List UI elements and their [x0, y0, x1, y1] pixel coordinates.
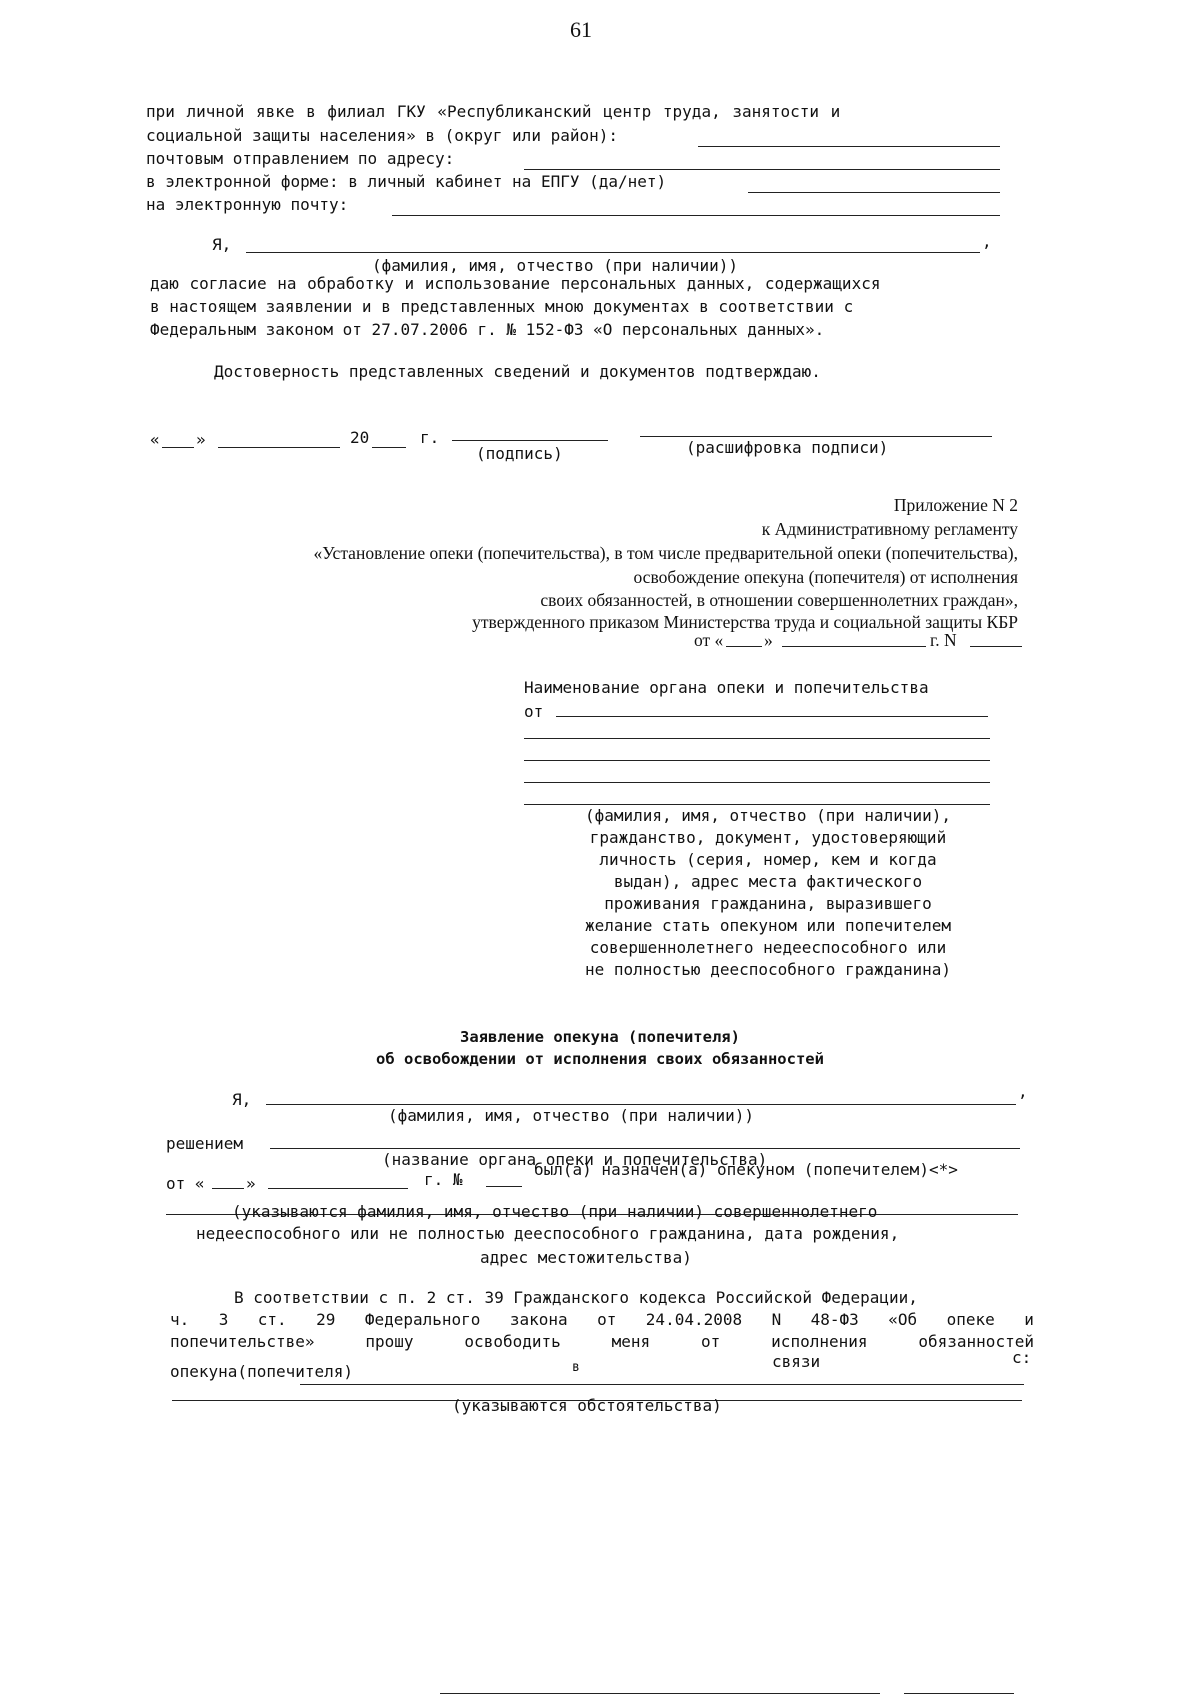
- decision-body-caption: (название органа опеки и попечительства): [382, 1150, 768, 1169]
- bottom-line-right: [904, 1693, 1014, 1694]
- recipient-caption-5: проживания гражданина, выразившего: [604, 894, 932, 913]
- ward-caption-2: недееспособного или не полностью дееспособного гражданина, дата рождения,: [196, 1224, 900, 1243]
- word: освободить: [464, 1332, 561, 1351]
- word: «Об: [888, 1310, 918, 1329]
- consent-fio-field[interactable]: [246, 252, 980, 253]
- circumstances-caption: (указываются обстоятельства): [452, 1396, 722, 1415]
- recipient-caption-2: гражданство, документ, удостоверяющий: [589, 828, 947, 847]
- circumstances-line-1[interactable]: [300, 1384, 1024, 1385]
- signature-year-prefix: 20: [350, 428, 370, 447]
- appendix-line-5: своих обязанностей, в отношении совершеннолетних граждан»,: [540, 590, 1018, 610]
- decision-label: решением: [166, 1134, 244, 1153]
- word: попечительстве»: [170, 1332, 315, 1351]
- recipient-line-2[interactable]: [524, 738, 990, 739]
- word: 3: [218, 1310, 229, 1329]
- appendix-line-2: к Административному регламенту: [761, 519, 1018, 539]
- signature-month-field[interactable]: [218, 447, 340, 448]
- recipient-caption-4: выдан), адрес места фактического: [613, 872, 923, 891]
- signature-day-field[interactable]: [162, 447, 194, 448]
- application-fio-caption: (фамилия, имя, отчество (при наличии)): [388, 1106, 755, 1125]
- ward-caption-3: адрес местожительства): [480, 1248, 692, 1267]
- word: 24.04.2008: [645, 1310, 743, 1329]
- decoding-caption: (расшифровка подписи): [686, 438, 889, 457]
- word: обязанностей: [918, 1332, 1034, 1351]
- delivery-line-4: на электронную почту:: [146, 195, 349, 214]
- decision-close: »: [246, 1174, 256, 1193]
- recipient-caption-8: не полностью дееспособного гражданина): [584, 960, 952, 979]
- word: от: [701, 1332, 721, 1351]
- recipient-title: Наименование органа опеки и попечительства: [524, 678, 929, 697]
- recipient-line-3[interactable]: [524, 760, 990, 761]
- epgu-field[interactable]: [748, 192, 1000, 193]
- recipient-line-4[interactable]: [524, 782, 990, 783]
- appendix-line-1: Приложение N 2: [893, 495, 1018, 515]
- signature-year-field[interactable]: [372, 447, 406, 448]
- appointed-text: был(а) назначен(а) опекуном (попечителем)<*>: [534, 1160, 958, 1179]
- appendix-number-field[interactable]: [970, 646, 1022, 647]
- signature-field[interactable]: [452, 440, 608, 441]
- recipient-caption-1: (фамилия, имя, отчество (при наличии),: [584, 806, 952, 825]
- recipient-ot: от: [524, 702, 544, 721]
- consent-comma: ,: [982, 232, 992, 251]
- page-number: 61: [570, 17, 592, 42]
- application-title-2: об освобождении от исполнения своих обязанностей: [376, 1050, 824, 1068]
- signature-g: г.: [420, 428, 440, 447]
- ward-caption-1: (указываются фамилия, имя, отчество (при наличии) совершеннолетнего: [232, 1202, 878, 1221]
- appendix-line-6: утвержденного приказом Министерства труда и социальной защиты КБР: [472, 612, 1018, 632]
- consent-text-2: в настоящем заявлении и в представленных мною документах в соответствии с: [150, 297, 854, 316]
- application-title-1: Заявление опекуна (попечителя): [460, 1028, 740, 1046]
- word: меня: [611, 1332, 651, 1351]
- delivery-line-3: в электронной форме: в личный кабинет на ЕПГУ (да/нет): [146, 172, 667, 191]
- appendix-gn: г. N: [930, 630, 957, 650]
- recipient-caption-6: желание стать опекуном или попечителем: [584, 916, 952, 935]
- email-field[interactable]: [392, 215, 1000, 216]
- recipient-caption-3: личность (серия, номер, кем и когда: [599, 850, 937, 869]
- decision-g-no: г. №: [424, 1170, 463, 1189]
- consent-ya: Я,: [212, 235, 232, 254]
- request-para-4-svyazi: связи: [772, 1352, 821, 1371]
- reliability-statement: Достоверность представленных сведений и документов подтверждаю.: [214, 362, 821, 381]
- delivery-line-1b: социальной защиты населения» в (округ или район):: [146, 126, 619, 145]
- appendix-line-3: «Установление опеки (попечительства), в том числе предварительной опеки (попечительства),: [313, 543, 1018, 563]
- district-field[interactable]: [698, 146, 1000, 147]
- bottom-line-left: [440, 1693, 880, 1694]
- application-ya: Я,: [232, 1090, 252, 1109]
- word: опеке: [946, 1310, 995, 1329]
- consent-fio-caption: (фамилия, имя, отчество (при наличии)): [372, 256, 739, 275]
- delivery-line-1a: при личной явке в филиал ГКУ «Республиканский центр труда, занятости и: [146, 102, 841, 121]
- decision-month-field[interactable]: [268, 1188, 408, 1189]
- word: от: [597, 1310, 617, 1329]
- word: Федерального: [364, 1310, 481, 1329]
- request-para-3: [170, 1330, 1034, 1353]
- word: 29: [316, 1310, 336, 1329]
- word: исполнения: [771, 1332, 868, 1351]
- word: N: [771, 1310, 782, 1329]
- word: прошу: [365, 1332, 414, 1351]
- request-para-2: [170, 1308, 1034, 1331]
- recipient-line-1[interactable]: [556, 716, 988, 717]
- appendix-ot: от «: [694, 630, 724, 650]
- appendix-close: »: [764, 630, 773, 650]
- appendix-day-field[interactable]: [726, 646, 762, 647]
- signature-caption: (подпись): [476, 444, 563, 463]
- date-quote-close: »: [196, 430, 206, 449]
- application-comma: ,: [1018, 1082, 1028, 1101]
- consent-text-1: даю согласие на обработку и использование персональных данных, содержащихся: [150, 274, 881, 293]
- date-quote-open: «: [150, 430, 160, 449]
- appendix-line-4: освобождение опекуна (попечителя) от исполнения: [633, 567, 1018, 587]
- decision-day-field[interactable]: [212, 1188, 244, 1189]
- consent-text-3: Федеральным законом от 27.07.2006 г. № 152-ФЗ «О персональных данных».: [150, 320, 825, 339]
- delivery-line-2: почтовым отправлением по адресу:: [146, 149, 455, 168]
- decision-ot: от «: [166, 1174, 205, 1193]
- request-para-4-s: с:: [1012, 1348, 1032, 1367]
- word: и: [1024, 1310, 1034, 1329]
- decision-number-field[interactable]: [486, 1186, 522, 1187]
- request-para-1: В соответствии с п. 2 ст. 39 Гражданского кодекса Российской Федерации,: [234, 1288, 918, 1307]
- word: ч.: [170, 1310, 190, 1329]
- word: 48-ФЗ: [810, 1310, 859, 1329]
- request-para-4-left: опекуна(попечителя): [170, 1362, 354, 1381]
- request-para-4-v: в: [572, 1360, 580, 1375]
- word: ст.: [257, 1310, 287, 1329]
- recipient-caption-7: совершеннолетнего недееспособного или: [589, 938, 947, 957]
- appendix-month-field[interactable]: [782, 646, 926, 647]
- word: закона: [509, 1310, 568, 1329]
